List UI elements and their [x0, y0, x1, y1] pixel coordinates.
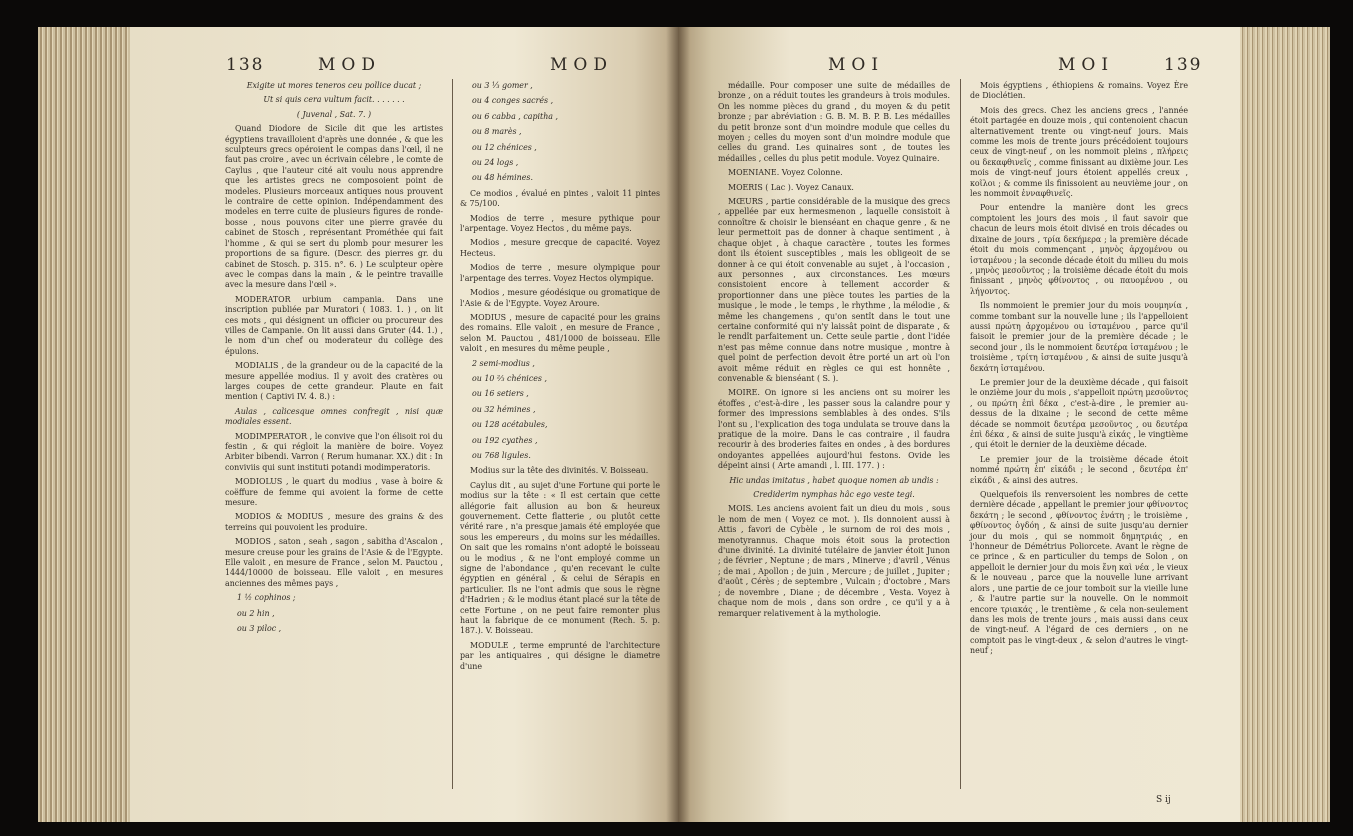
paragraph: 1 ½ cophinos ; — [237, 593, 296, 603]
page-number: 138 — [226, 55, 265, 75]
paragraph: Mois des grecs. Chez les anciens grecs , l'année étoit partagée en douze mois , qui contenoient chacun alternativement trente ou vingt-neuf jours. Mais comme les mois de trente jours précédoient toujours ceux de vingt-neuf , on les nommoit pleins , πλήρεις ou δεκαφθινεῖς , comme finissant au dixième jour. Les mois de vingt-neuf jours étoient appellés creux , κοῖλοι ; & comme ils finissoient au neuvième jour , on les nommoit ἐνναφθινεῖς. — [970, 105, 1188, 199]
book-gutter — [666, 27, 690, 822]
paragraph: ou 24 logs , — [472, 158, 519, 168]
paragraph: ou 8 marès , — [472, 127, 522, 137]
paragraph: ou 12 chénices , — [472, 142, 537, 152]
paragraph: Modios de terre , mesure olympique pour l'arpentage des terres. Voyez Hectos olympique. — [460, 263, 660, 283]
running-head: MOI — [1058, 55, 1115, 75]
open-book — [38, 27, 1330, 822]
paragraph: ou 3 ⅓ gomer , — [472, 81, 533, 90]
paragraph: Ce modios , évalué en pintes , valoit 11 pintes & 75/100. — [460, 188, 660, 209]
paragraph: ou 48 hémines. — [472, 173, 533, 183]
paragraph: Pour entendre la manière dont les grecs comptoient les jours des mois , il faut savoir que chacun de leurs mois étoit divisé en trois décades ou dixaine de jours , τρία δεκήμερα ; la première décade étoit du mois commençant , μηνὸς ἀρχομένου ou ἱσταμένου ; la seconde décade étoit du milieu du mois , μηνὸς μεσοῦντος ; la troisième décade étoit du mois finissant , μηνὸς φθίνοντος , ou παυομένου , ou λήγοντος. — [970, 203, 1188, 296]
paragraph: ou 16 setiers , — [472, 389, 529, 399]
running-head: MOI — [828, 55, 885, 75]
text-column-1 — [225, 81, 443, 640]
paragraph: Quand Diodore de Sicile dit que les artistes égyptiens travailloient d'après une donnée , & que les sculpteurs grecs opéroient le compas dans l'œil, il ne faut pas croire , avec un écrivain célebre , le comte de Caylus , que l'auteur cité ait voulu nous apprendre que les artistes grecs ne composoient point de modeles. Plusieurs morceaux antiques nous prouvent le contraire de cette opinion. Indépendamment des modeles en terre cuite de plusieurs figures de ronde-bosse , nous pouvons citer une pierre gravée du cabinet de Stosch , représentant Prométhée qui fait l'homme , & qui se sert du plomb pour mesurer les proportions de sa figure. (Descr. des pierres gr. du cabinet de Stosch. p. 315. n°. 6. ) Le sculpteur opère avec le compas dans la main , & le peintre travaille avec la mesure dans l'œil ». — [225, 124, 443, 290]
paragraph: Caylus dit , au sujet d'une Fortune qui porte le modius sur la tête : « Il est certain que cette allégorie fait allusion au bon & heureux gouvernement. Cette flatterie , ou plutôt cette vérité rare , n'a presque jamais été employée que sous les empereurs , du moins sur les médailles. On sait que les romains n'ont adopté le boisseau ou le modius , & ne l'ont employé comme un signe de l'abondance , qu'en recevant le culte égyptien en général , & celui de Sérapis en particulier. Ils ne l'ont admis que sous le règne d'Hadrien ; & le modius étant placé sur la tête de cette Fortune , on ne peut faire remonter plus haut la fabrique de ce monument (Rech. 5. p. 187.). V. Boisseau. — [460, 480, 660, 636]
right-page — [678, 27, 1240, 822]
paragraph: Modios , mesure géodésique ou gromatique de l'Asie & de l'Egypte. Voyez Aroure. — [460, 288, 660, 308]
paragraph: Hic undas imitatus , habet quoque nomen ab undis : — [729, 475, 939, 485]
right-page-edges — [1240, 27, 1330, 822]
text-column-2 — [460, 81, 660, 676]
paragraph: ( Juvenal , Sat. 7. ) — [296, 109, 372, 119]
text-column-1 — [718, 81, 950, 623]
paragraph: Le premier jour de la troisième décade étoit nommé πρώτη ἐπ' εἰκάδι ; le second , δευτέρα ἐπ' εἰκάδι , & ainsi des autres. — [970, 454, 1188, 485]
paragraph: ou 192 cyathes , — [472, 435, 538, 445]
paragraph: MODIOLUS , le quart du modius , vase à boire & coëffure de femme qui avoient la forme de cette mesure. — [225, 477, 443, 508]
paragraph: médaille. Pour composer une suite de médailles de bronze , on a réduit toutes les grandeurs à trois modules. On les nomme pièces du grand , du moyen & du petit bronze ; par abréviation : G. B. M. B. P. B. Les médailles du petit bronze sont d'un moindre module que celles du moyen ; celles du moyen sont d'un moindre module que celles du grand. Les quinaires sont , de toutes les médailles , celles du plus petit module. Voyez Quinaire. — [718, 81, 950, 163]
paragraph: ou 3 piloc , — [237, 624, 282, 634]
paragraph: Ils nommoient le premier jour du mois νουμηνία , comme tombant sur la nouvelle lune ; ils l'appelloient aussi πρώτη ἀρχομένου ou ἱσταμένου , parce qu'il faisoit le premier jour de la première décade ; le second jour , ils le nommoient δευτέρα ἱσταμένου ; le troisième , τρίτη ἱσταμένου , & ainsi de suite jusqu'à δεκάτη ἱσταμένου. — [970, 301, 1188, 373]
paragraph: 2 semi-modius , — [472, 358, 535, 368]
paragraph: MODERATOR urbium campania. Dans une inscription publiée par Muratori ( 1083. 1. ) , on lit ces mots , qui désignent un officier ou procureur des villes de Campanie. On lit aussi dans Gruter (44. 1.) , le nom d'un chef ou moderateur du collège des épulons. — [225, 294, 443, 356]
paragraph: MODIALIS , de la grandeur ou de la capacité de la mesure appellée modius. Il y avoit des cratères ou larges coupes de cette grandeur. Plaute en fait mention ( Captivi IV. 4. 8.) : — [225, 361, 443, 402]
paragraph: MOIS. Les anciens avoient fait un dieu du mois , sous le nom de men ( Voyez ce mot. ). Ils donnoient aussi à Attis , favori de Cybèle , le surnom de roi des mois , menotyrannus. Chaque mois étoit sous la protection d'une divinité. La divinité tutélaire de janvier étoit Junon ; de février , Neptune ; de mars , Minerve ; d'avril , Vénus ; de mai , Apollon ; de juin , Mercure ; de juillet , Jupiter ; d'août , Cérès ; de septembre , Vulcain ; d'octobre , Mars ; de novembre , Diane ; de décembre , Vesta. Voyez à chaque nom de mois , dans son ordre , ce qu'il y a à remarquer relativement à la mythologie. — [718, 504, 950, 618]
paragraph: MOENIANE. Voyez Colonne. — [728, 168, 843, 178]
paragraph: ou 6 cabba , capitha , — [472, 111, 558, 121]
column-rule — [960, 79, 961, 789]
paragraph: Modios de terre , mesure pythique pour l'arpentage. Voyez Hectos , du même pays. — [460, 213, 660, 234]
paragraph: ou 768 ligules. — [472, 450, 531, 460]
column-rule — [452, 79, 453, 789]
signature-mark: S ij — [1156, 795, 1171, 805]
paragraph: ou 4 conges sacrés , — [472, 96, 554, 106]
paragraph: Quelquefois ils renversoient les nombres de cette dernière décade , appellant le premier jour φθίνοντος δεκάτη ; le second , φθίνοντος ἐνάτη ; le troisième , φθίνοντος ὀγδόη , & ainsi de suite jusqu'au dernier jour du mois , qui se nommoit δημητριάς , en l'honneur de Démétrius Poliorcete. Avant le règne de ce prince , & en particulier du temps de Solon , on appelloit le dernier jour du mois ἔνη καὶ νέα , le vieux & le nouveau , parce que la nouvelle lune arrivant alors , une partie de ce jour tomboit sur la vieille lune , & l'autre partie sur la nouvelle. On le nommoit encore τριακάς , le trentième , & cela non-seulement dans les mois de trente jours , mais aussi dans ceux de vingt-neuf. A l'égard de ces derniers , on ne comptoit pas le vingt-deux , & selon d'autres le vingt-neuf ; — [970, 490, 1188, 656]
paragraph: Aulas , calicesque omnes confregit , nisi quæ modiales essent. — [225, 406, 443, 427]
paragraph: Mois égyptiens , éthiopiens & romains. Voyez Ère de Dioclétien. — [970, 81, 1188, 101]
paragraph: MODIOS & MODIUS , mesure des grains & des terreins qui pouvoient les produire. — [225, 512, 443, 532]
running-head: MOD — [550, 55, 613, 75]
paragraph: MODIOS , saton , seah , sagon , sabitha d'Ascalon , mesure creuse pour les grains de l'Asie & de l'Egypte. Elle valoit , en mesure de France , selon M. Pauctou , 1444/10000 de boisseau. Elle valoit , en mesures anciennes des mêmes pays , — [225, 537, 443, 588]
paragraph: Ut si quis cera vultum facit. . . . . . . — [263, 95, 405, 105]
page-number: 139 — [1164, 55, 1203, 75]
left-page — [130, 27, 678, 822]
paragraph: MOIRE. On ignore si les anciens ont su moirer les étoffes , c'est-à-dire , les passer sous la calandre pour y former des impressions semblables à des ondes. S'ils l'ont su , l'explication des toga undulata se trouve dans la pratique de la moire. Dans le cas contraire , il faudra recourir à des broderies faites en ondes , à des bordures ondoyantes appellées aujourd'hui festons. Ovide les dépeint ainsi ( Arte amandi , l. III. 177. ) : — [718, 388, 950, 471]
paragraph: ou 2 hin , — [237, 608, 275, 618]
paragraph: MŒURS , partie considérable de la musique des grecs , appellée par eux hermesmenon , laquelle consistoit à connoître & choisir le bienséant en chaque genre , & ne leur permettoit pas de donner à chaque sentiment , à chaque objet , à chaque caractère , toutes les formes dont ils étoient susceptibles , mais les obligeoit de se donner à ce qui étoit convenable au sujet , à l'occasion , aux personnes , aux circonstances. Les mœurs consistoient encore à tellement accorder & proportionner dans une pièce toutes les parties de la musique , le mode , le temps , le rhythme , la mélodie , & même les changemens , qu'on sentît dans le tout une certaine conformité qui n'y laissât point de disparate , & le rendît parfaitement un. Cette seule partie , dont l'idée n'est pas même connue dans notre musique , montre à quel point de perfection devoit être porté un art où l'on avoit même réduit en règles ce qui est honnête , convenable & bienséant ( S. ). — [718, 197, 950, 383]
paragraph: ou 128 acétabules, — [472, 420, 548, 430]
running-head: MOD — [318, 55, 381, 75]
text-column-2 — [970, 81, 1188, 661]
paragraph: Crediderim nymphas hâc ego veste tegi. — [753, 490, 915, 500]
paragraph: MODULE , terme emprunté de l'architecture par les antiquaires , qui désigne le diametre d'une — [460, 640, 660, 671]
paragraph: ou 32 hémines , — [472, 404, 536, 414]
paragraph: Le premier jour de la deuxième décade , qui faisoit le onzième jour du mois , s'appelloit πρώτη μεσοῦντος , ou πρώτη ἐπὶ δέκα , c'est-à-dire , le premier au-dessus de la dixaine ; le second de cette même décade se nommoit δευτέρα μεσοῦντος , ou δευτέρα ἐπὶ δέκα , & ainsi de suite jusqu'à εἰκάς , le vingtième , qui étoit le dernier de la deuxième décade. — [970, 377, 1188, 450]
paragraph: Exigite ut mores teneros ceu pollice ducat ; — [246, 81, 422, 90]
paragraph: MODIMPERATOR , le convive que l'on élisoit roi du festin , & qui régloit la manière de boire. Voyez Arbiter bibendi. Varron ( Rerum humanar. XX.) dit : In conviviis qui sunt instituti potandi modimperatoris. — [225, 431, 443, 472]
paragraph: Modios , mesure grecque de capacité. Voyez Hecteus. — [460, 238, 660, 258]
paragraph: ou 10 ⅔ chénices , — [472, 373, 547, 383]
left-page-edges — [38, 27, 130, 822]
paragraph: Modius sur la tête des divinités. V. Boisseau. — [470, 466, 649, 476]
paragraph: MOERIS ( Lac ). Voyez Canaux. — [728, 182, 854, 192]
paragraph: MODIUS , mesure de capacité pour les grains des romains. Elle valoit , en mesure de France , selon M. Pauctou , 481/1000 de boisseau. Elle valoit , en mesures du même peuple , — [460, 312, 660, 354]
